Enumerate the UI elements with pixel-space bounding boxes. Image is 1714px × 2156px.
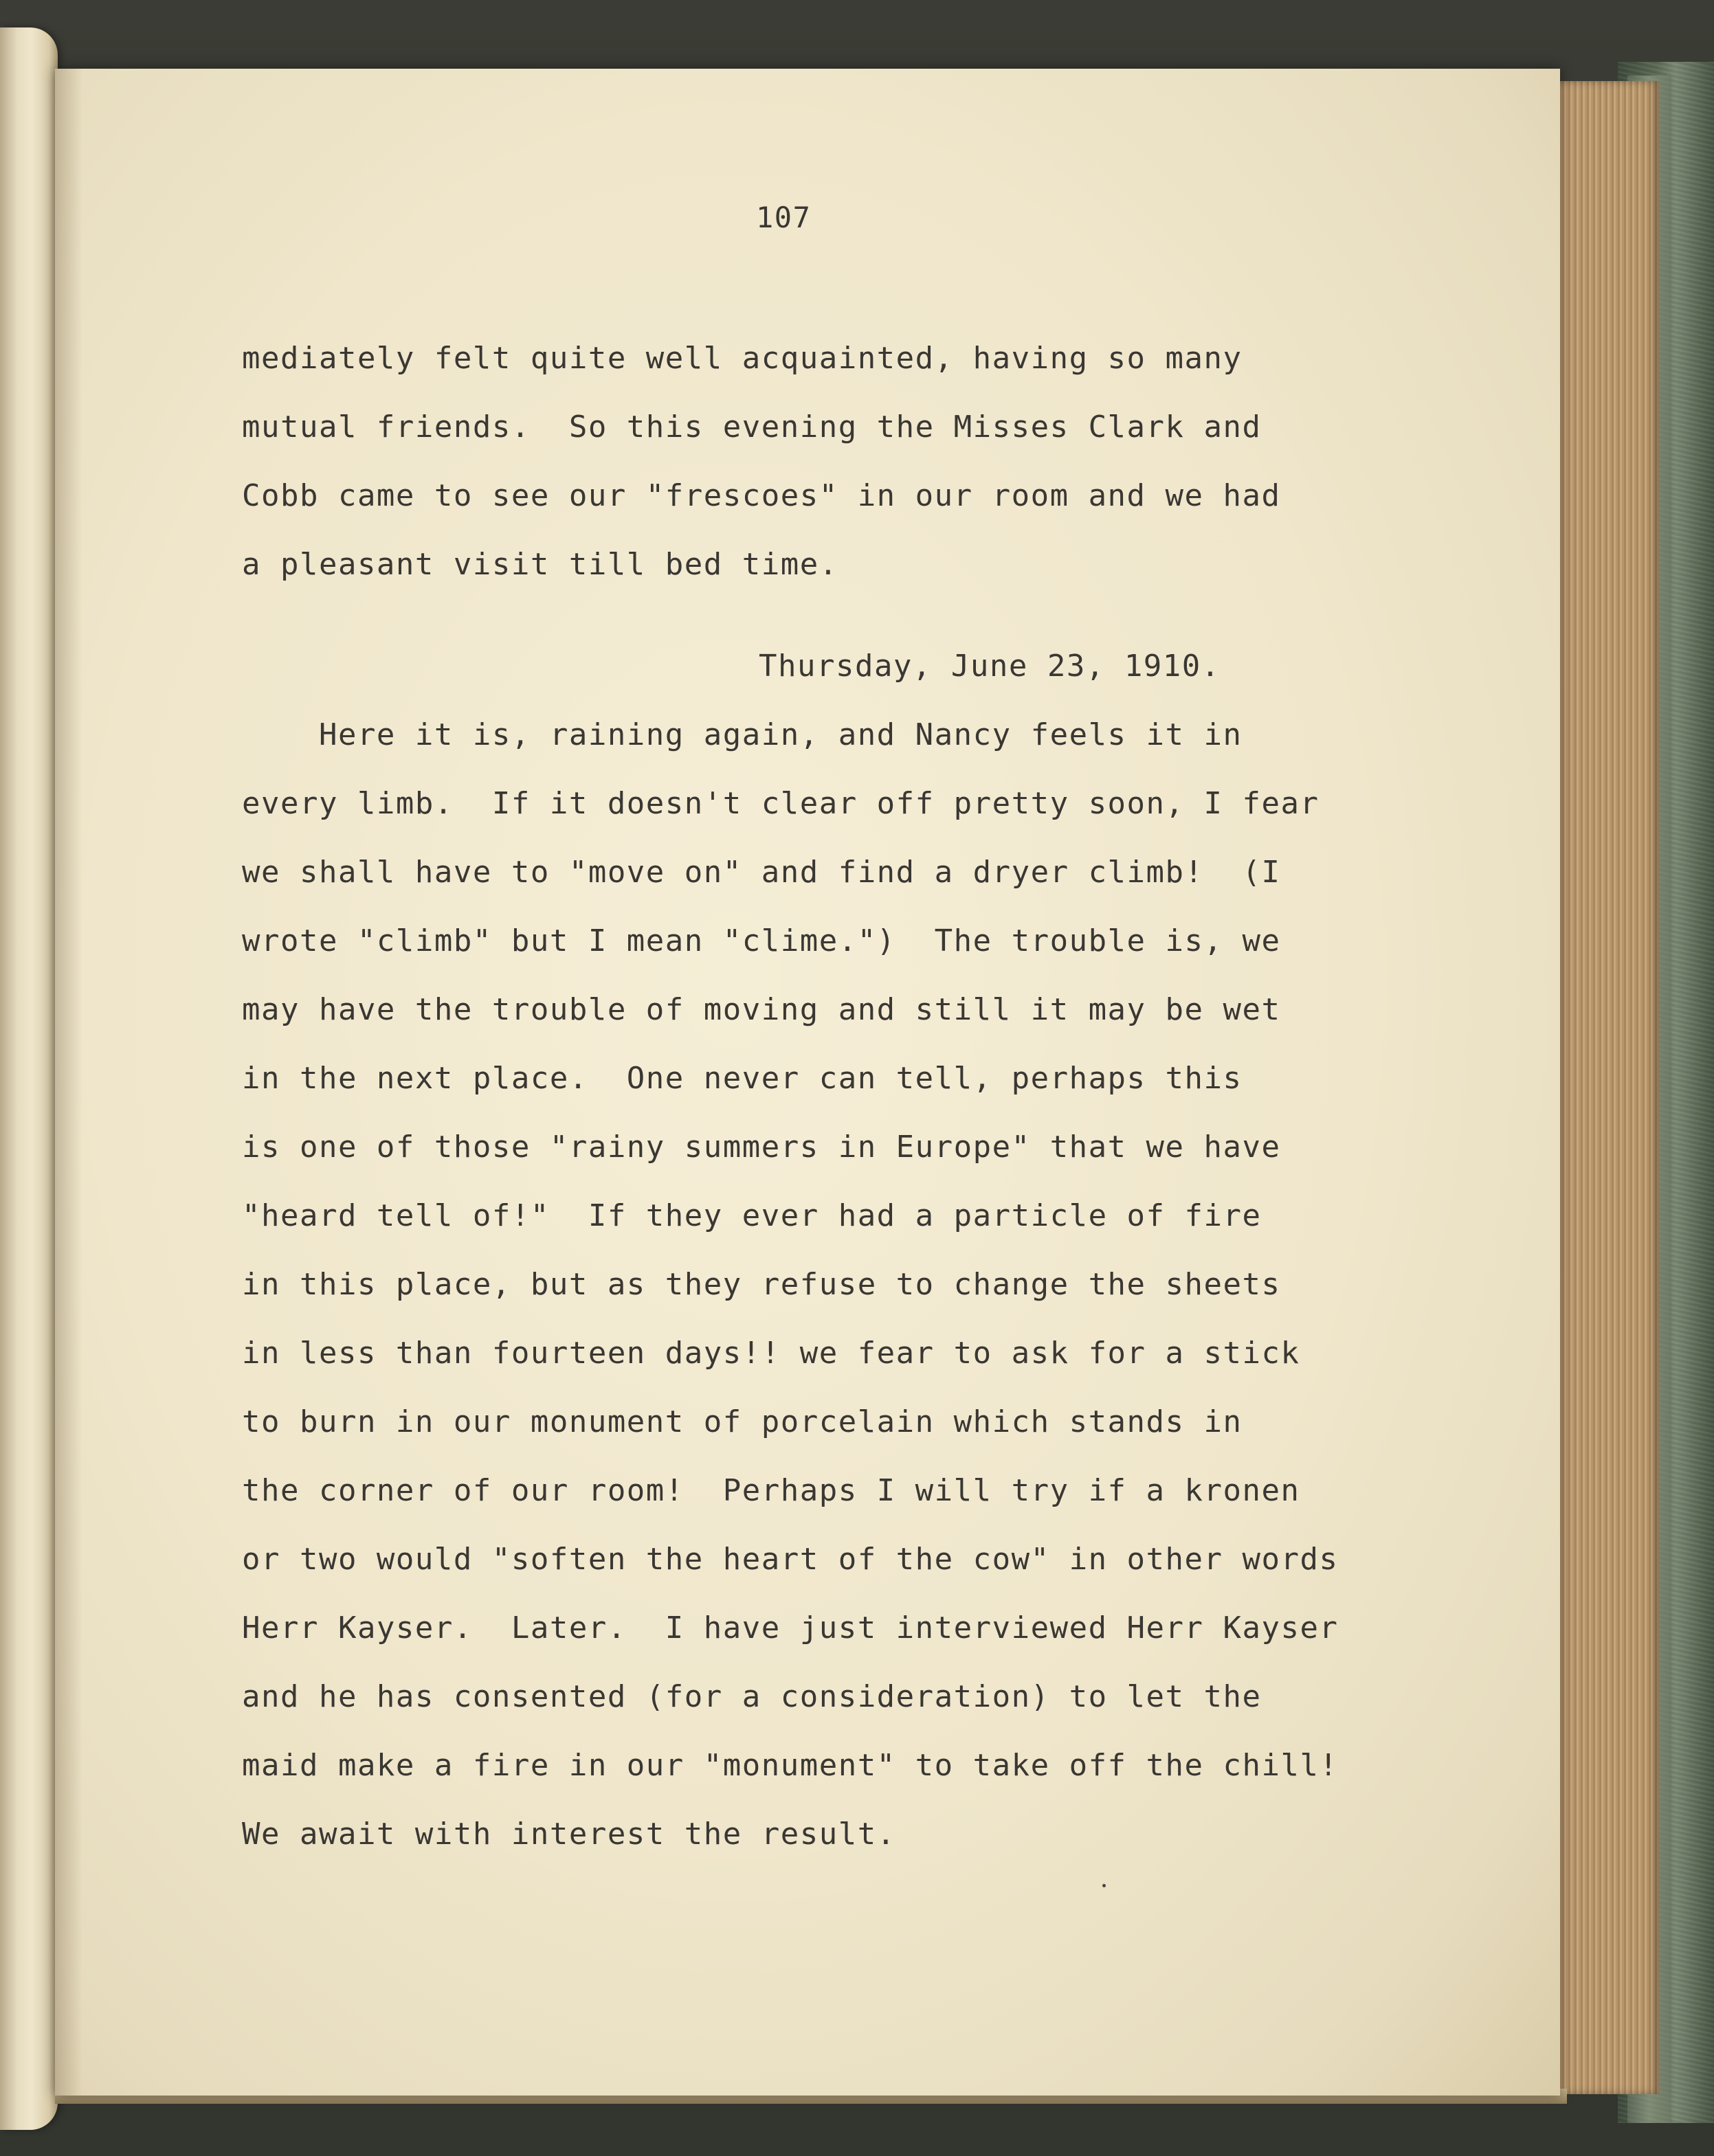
ink-speck bbox=[1102, 1884, 1106, 1887]
text-line: mutual friends. So this evening the Misses Clark and bbox=[242, 409, 1262, 445]
page-stack-edges bbox=[1556, 81, 1659, 2094]
text-line: Herr Kayser. Later. I have just interviewed Herr Kayser bbox=[242, 1610, 1339, 1646]
text-line: or two would "soften the heart of the cow" in other words bbox=[242, 1542, 1339, 1577]
text-line: wrote "climb" but I mean "clime.") The trouble is, we bbox=[242, 923, 1281, 958]
text-line: in this place, but as they refuse to change the sheets bbox=[242, 1267, 1281, 1302]
text-line: "heard tell of!" If they ever had a particle of fire bbox=[242, 1198, 1262, 1233]
text-line: Cobb came to see our "frescoes" in our room and we had bbox=[242, 478, 1281, 513]
gutter-shadow bbox=[55, 69, 82, 2096]
text-line: maid make a fire in our "monument" to take off the chill! bbox=[242, 1748, 1339, 1783]
text-line: Here it is, raining again, and Nancy feels it in bbox=[242, 717, 1243, 752]
text-line: in less than fourteen days!! we fear to ask for a stick bbox=[242, 1336, 1300, 1371]
text-line: and he has consented (for a consideration) to let the bbox=[242, 1679, 1262, 1714]
text-line: in the next place. One never can tell, perhaps this bbox=[242, 1061, 1243, 1096]
text-line: mediately felt quite well acquainted, having so many bbox=[242, 341, 1243, 376]
text-line: a pleasant visit till bed time. bbox=[242, 547, 838, 582]
page-number: 107 bbox=[756, 201, 812, 234]
text-line: the corner of our room! Perhaps I will try if a kronen bbox=[242, 1473, 1300, 1508]
text-line: to burn in our monument of porcelain which stands in bbox=[242, 1404, 1243, 1439]
text-line: every limb. If it doesn't clear off pretty soon, I fear bbox=[242, 786, 1320, 821]
text-line: We await with interest the result. bbox=[242, 1817, 896, 1852]
previous-page-edge bbox=[0, 27, 58, 2130]
date-heading: Thursday, June 23, 1910. bbox=[759, 649, 1221, 684]
text-line: is one of those "rainy summers in Europe" that we have bbox=[242, 1130, 1281, 1165]
text-line: may have the trouble of moving and still it may be wet bbox=[242, 992, 1281, 1027]
text-line: we shall have to "move on" and find a dryer climb! (I bbox=[242, 855, 1281, 890]
